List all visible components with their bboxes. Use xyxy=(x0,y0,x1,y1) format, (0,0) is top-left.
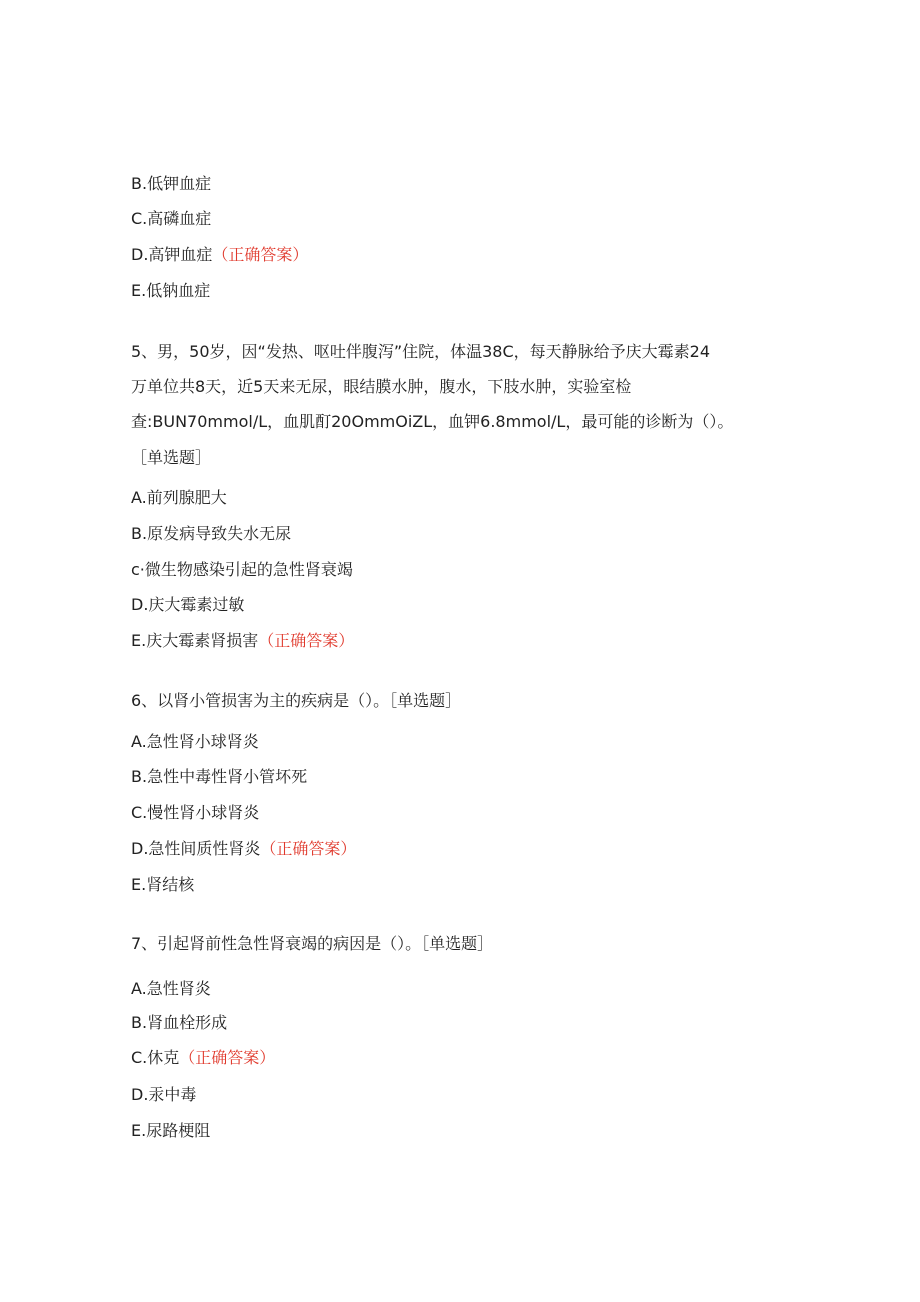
q4-option-e: E.低钠血症 xyxy=(131,281,211,300)
q7-stem: 7、引起肾前性急性肾衰竭的病因是（）。［单选题］ xyxy=(131,934,494,953)
correct-answer-mark: （正确答案） xyxy=(179,1048,276,1067)
q5-question-type: ［单选题］ xyxy=(131,448,212,467)
q6-stem: 6、以肾小管损害为主的疾病是（）。［单选题］ xyxy=(131,691,462,710)
q4-option-d: D.高钾血症（正确答案） xyxy=(131,245,309,264)
q5-option-e: E.庆大霉素肾损害（正确答案） xyxy=(131,631,355,650)
q7-option-d: D.汞中毒 xyxy=(131,1085,197,1104)
q6-option-a: A.急性肾小球肾炎 xyxy=(131,732,259,751)
q4-option-b: B.低钾血症 xyxy=(131,174,212,193)
q4-option-c: C.高磷血症 xyxy=(131,209,212,228)
q5-option-a: A.前列腺肥大 xyxy=(131,488,227,507)
q5-option-c: c·微生物感染引起的急性肾衰竭 xyxy=(131,560,353,579)
q7-option-b: B.肾血栓形成 xyxy=(131,1013,228,1032)
q7-option-c: C.休克（正确答案） xyxy=(131,1048,276,1067)
q6-option-b: B.急性中毒性肾小管坏死 xyxy=(131,767,308,786)
correct-answer-mark: （正确答案） xyxy=(258,631,355,650)
q6-option-c: C.慢性肾小球肾炎 xyxy=(131,803,260,822)
q7-option-a: A.急性肾炎 xyxy=(131,979,211,998)
q7-option-e: E.尿路梗阻 xyxy=(131,1121,211,1140)
correct-answer-mark: （正确答案） xyxy=(260,839,357,858)
q5-stem-line-3: 查:BUN70mmol/L，血肌酊20OmmOiZL，血钾6.8mmol/L，最可能的诊断为（）。 xyxy=(131,412,734,431)
q6-option-e: E.肾结核 xyxy=(131,875,195,894)
correct-answer-mark: （正确答案） xyxy=(212,245,309,264)
q5-stem-line-2: 万单位共8天，近5天来无尿，眼结膜水肿，腹水，下肢水肿，实验室检 xyxy=(131,377,632,396)
q5-option-b: B.原发病导致失水无尿 xyxy=(131,524,292,543)
q5-stem-line-1: 5、男，50岁，因“发热、呕吐伴腹泻”住院，体温38C，每天静脉给予庆大霉素24 xyxy=(131,342,711,361)
q6-option-d: D.急性间质性肾炎（正确答案） xyxy=(131,839,357,858)
q5-option-d: D.庆大霉素过敏 xyxy=(131,595,245,614)
